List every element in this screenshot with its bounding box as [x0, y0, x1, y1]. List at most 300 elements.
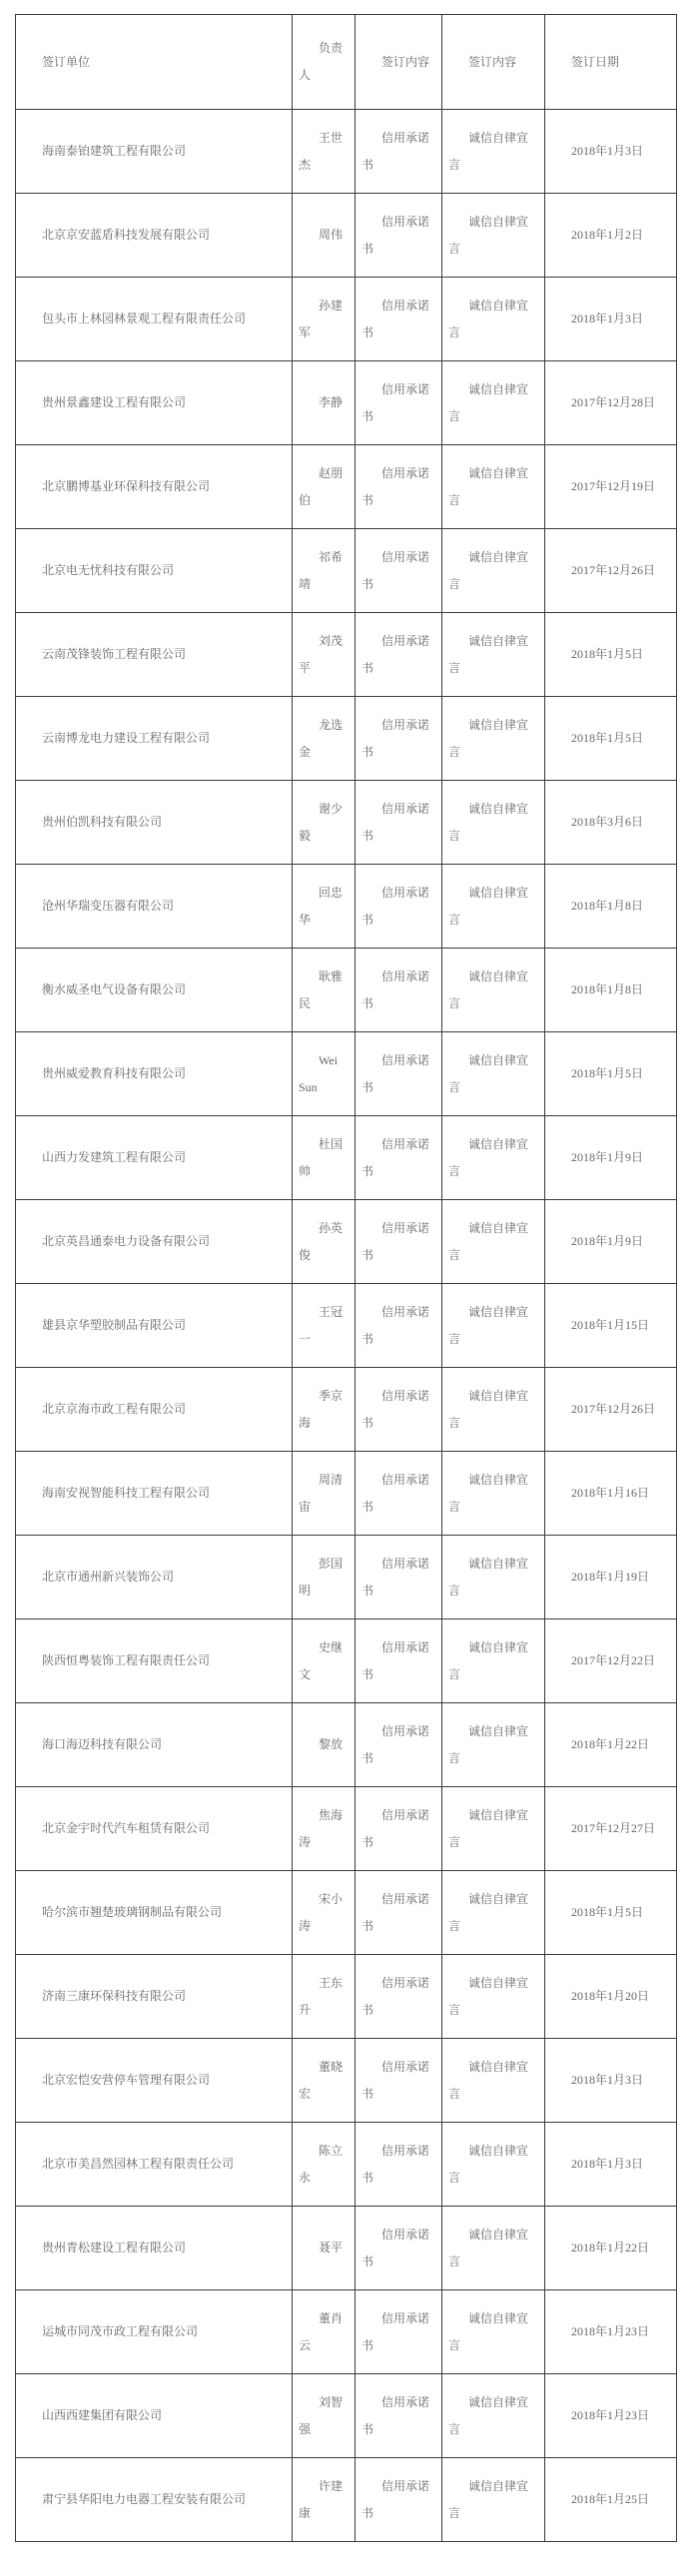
unit-text: 北京京海市政工程有限公司	[42, 1402, 187, 1416]
table-header-row	[16, 15, 677, 110]
date-text: 2018年1月3日	[571, 2157, 644, 2171]
content2-cell	[442, 613, 545, 697]
content1-cell	[355, 445, 442, 529]
content2-text: 诚信自律宣言	[448, 1891, 529, 1933]
content2-cell	[442, 2290, 545, 2374]
content2-cell	[442, 2458, 545, 2542]
date-text: 2018年1月9日	[571, 1150, 644, 1164]
unit-text: 北京电无忧科技有限公司	[42, 563, 175, 577]
unit-text: 海口海迈科技有限公司	[42, 1737, 163, 1751]
table-row	[16, 1452, 677, 1536]
content1-text: 信用承诺书	[361, 465, 430, 507]
content1-text: 信用承诺书	[361, 1136, 430, 1178]
content2-text: 诚信自律宣言	[448, 1052, 529, 1094]
person-cell	[293, 781, 355, 865]
table-row	[16, 2207, 677, 2290]
content2-cell	[442, 2039, 545, 2123]
content1-cell	[355, 1452, 442, 1536]
date-text: 2017年12月26日	[571, 563, 656, 577]
content1-text: 信用承诺书	[361, 633, 430, 675]
table-row	[16, 1032, 677, 1116]
content1-cell	[355, 1284, 442, 1368]
person-cell	[293, 110, 355, 194]
unit-text: 北京京安蓝盾科技发展有限公司	[42, 228, 211, 242]
table-row	[16, 529, 677, 613]
table-row	[16, 2290, 677, 2374]
date-cell	[545, 2123, 677, 2207]
content2-cell	[442, 445, 545, 529]
unit-cell	[16, 613, 293, 697]
content2-text: 诚信自律宣言	[448, 717, 529, 759]
table-row	[16, 949, 677, 1032]
date-cell	[545, 1787, 677, 1871]
unit-cell	[16, 781, 293, 865]
content1-cell	[355, 613, 442, 697]
date-text: 2018年1月8日	[571, 899, 644, 913]
unit-cell	[16, 1787, 293, 1871]
date-text: 2018年1月8日	[571, 982, 644, 996]
content2-cell	[442, 1452, 545, 1536]
date-text: 2017年12月19日	[571, 479, 656, 493]
unit-cell	[16, 1368, 293, 1452]
table-body	[16, 110, 677, 2542]
content2-text: 诚信自律宣言	[448, 2478, 529, 2520]
content2-cell	[442, 949, 545, 1032]
date-text: 2017年12月22日	[571, 1653, 656, 1667]
content1-cell	[355, 1955, 442, 2039]
date-text: 2018年1月15日	[571, 1318, 650, 1332]
date-cell	[545, 529, 677, 613]
unit-cell	[16, 110, 293, 194]
person-text: 杜国帅	[299, 1136, 344, 1178]
table-row	[16, 2123, 677, 2207]
content2-cell	[442, 865, 545, 949]
person-cell	[293, 1536, 355, 1619]
unit-text: 肃宁县华阳电力电器工程安装有限公司	[42, 2492, 247, 2506]
date-cell	[545, 110, 677, 194]
unit-cell	[16, 445, 293, 529]
person-cell	[293, 2290, 355, 2374]
date-cell	[545, 1955, 677, 2039]
date-text: 2018年1月22日	[571, 1737, 650, 1751]
table-row	[16, 1787, 677, 1871]
person-cell	[293, 445, 355, 529]
content2-cell	[442, 1368, 545, 1452]
date-cell	[545, 194, 677, 278]
content1-text: 信用承诺书	[361, 885, 430, 927]
person-text: 董肖云	[299, 2310, 344, 2352]
person-text: 季京海	[299, 1388, 344, 1430]
content1-text: 信用承诺书	[361, 2310, 430, 2352]
table-row	[16, 1116, 677, 1200]
content1-text: 信用承诺书	[361, 1304, 430, 1346]
person-cell	[293, 1955, 355, 2039]
content1-text: 信用承诺书	[361, 1723, 430, 1765]
person-text: 周伟	[319, 228, 344, 242]
unit-text: 衡水威圣电气设备有限公司	[42, 982, 187, 996]
column-header-content1-label: 签订内容	[381, 54, 430, 69]
unit-cell	[16, 2458, 293, 2542]
date-text: 2018年3月6日	[571, 815, 644, 829]
content2-cell	[442, 2123, 545, 2207]
content1-cell	[355, 1536, 442, 1619]
column-header-person	[293, 15, 355, 110]
date-cell	[545, 1284, 677, 1368]
table-row	[16, 1536, 677, 1619]
date-cell	[545, 781, 677, 865]
content2-cell	[442, 1619, 545, 1703]
person-cell	[293, 529, 355, 613]
content2-cell	[442, 1787, 545, 1871]
person-cell	[293, 2374, 355, 2458]
unit-text: 云南博龙电力建设工程有限公司	[42, 731, 211, 745]
content1-cell	[355, 1871, 442, 1955]
date-text: 2018年1月3日	[571, 312, 644, 325]
unit-text: 贵州伯凯科技有限公司	[42, 815, 163, 829]
person-cell	[293, 361, 355, 445]
signing-records-table	[15, 14, 677, 2542]
content1-cell	[355, 697, 442, 781]
person-text: 董晓宏	[299, 2059, 344, 2101]
content1-text: 信用承诺书	[361, 1472, 430, 1514]
date-cell	[545, 2290, 677, 2374]
person-text: 焦海涛	[299, 1807, 344, 1849]
table-row	[16, 445, 677, 529]
date-text: 2018年1月3日	[571, 2073, 644, 2087]
unit-text: 山西西建集团有限公司	[42, 2408, 163, 2422]
unit-cell	[16, 1284, 293, 1368]
column-header-unit	[16, 15, 293, 110]
date-cell	[545, 361, 677, 445]
table-row	[16, 865, 677, 949]
table-row	[16, 361, 677, 445]
content2-text: 诚信自律宣言	[448, 1639, 529, 1681]
person-text: 孙英俊	[299, 1220, 344, 1262]
date-text: 2018年1月20日	[571, 1989, 650, 2003]
unit-cell	[16, 1452, 293, 1536]
date-text: 2018年1月5日	[571, 1905, 644, 1919]
person-text: 刘智强	[299, 2394, 344, 2436]
date-text: 2017年12月27日	[571, 1821, 656, 1835]
content1-text: 信用承诺书	[361, 1556, 430, 1598]
content1-cell	[355, 865, 442, 949]
content1-text: 信用承诺书	[361, 1891, 430, 1933]
person-cell	[293, 1200, 355, 1284]
date-text: 2018年1月23日	[571, 2408, 650, 2422]
person-text: 谢少毅	[299, 801, 344, 843]
content2-cell	[442, 529, 545, 613]
unit-text: 沧州华瑞变压器有限公司	[42, 899, 175, 913]
person-text: 黎放	[319, 1737, 344, 1751]
unit-cell	[16, 194, 293, 278]
content2-cell	[442, 110, 545, 194]
content2-cell	[442, 2374, 545, 2458]
content2-text: 诚信自律宣言	[448, 801, 529, 843]
content1-cell	[355, 781, 442, 865]
unit-cell	[16, 949, 293, 1032]
content1-cell	[355, 2123, 442, 2207]
content2-cell	[442, 781, 545, 865]
person-text: 祁希靖	[299, 549, 344, 591]
content2-cell	[442, 1955, 545, 2039]
date-text: 2018年1月22日	[571, 2241, 650, 2254]
content1-text: 信用承诺书	[361, 1220, 430, 1262]
table-row	[16, 1368, 677, 1452]
person-text: 许建康	[299, 2478, 344, 2520]
person-cell	[293, 1452, 355, 1536]
person-cell	[293, 1787, 355, 1871]
content1-text: 信用承诺书	[361, 549, 430, 591]
content1-text: 信用承诺书	[361, 130, 430, 172]
date-cell	[545, 2374, 677, 2458]
table-row	[16, 194, 677, 278]
content2-text: 诚信自律宣言	[448, 298, 529, 339]
content1-text: 信用承诺书	[361, 381, 430, 423]
unit-text: 贵州威爱教育科技有限公司	[42, 1066, 187, 1080]
content1-cell	[355, 278, 442, 361]
unit-cell	[16, 1032, 293, 1116]
person-cell	[293, 1619, 355, 1703]
content2-cell	[442, 1116, 545, 1200]
unit-text: 哈尔滨市翘楚玻璃钢制品有限公司	[42, 1905, 223, 1919]
content1-text: 信用承诺书	[361, 2059, 430, 2101]
date-cell	[545, 1368, 677, 1452]
unit-cell	[16, 1871, 293, 1955]
content2-text: 诚信自律宣言	[448, 1388, 529, 1430]
content1-text: 信用承诺书	[361, 2394, 430, 2436]
content1-cell	[355, 110, 442, 194]
date-text: 2018年1月19日	[571, 1570, 650, 1584]
person-cell	[293, 949, 355, 1032]
unit-text: 陕西恒粤装饰工程有限责任公司	[42, 1653, 211, 1667]
content1-text: 信用承诺书	[361, 2478, 430, 2520]
unit-text: 运城市同茂市政工程有限公司	[42, 2324, 199, 2338]
content1-text: 信用承诺书	[361, 1639, 430, 1681]
content1-text: 信用承诺书	[361, 214, 430, 256]
date-text: 2018年1月25日	[571, 2492, 650, 2506]
date-cell	[545, 865, 677, 949]
person-cell	[293, 865, 355, 949]
content1-text: 信用承诺书	[361, 2227, 430, 2268]
content2-text: 诚信自律宣言	[448, 968, 529, 1010]
unit-cell	[16, 2207, 293, 2290]
date-cell	[545, 1619, 677, 1703]
content1-cell	[355, 1368, 442, 1452]
table-row	[16, 2458, 677, 2542]
content2-text: 诚信自律宣言	[448, 1723, 529, 1765]
date-cell	[545, 697, 677, 781]
content1-cell	[355, 2290, 442, 2374]
column-header-content1	[355, 15, 442, 110]
unit-text: 北京英昌通泰电力设备有限公司	[42, 1234, 211, 1248]
unit-cell	[16, 1703, 293, 1787]
content1-cell	[355, 1787, 442, 1871]
content2-text: 诚信自律宣言	[448, 1472, 529, 1514]
content1-text: 信用承诺书	[361, 801, 430, 843]
date-text: 2018年1月9日	[571, 1234, 644, 1248]
unit-text: 北京宏恺安营停车管理有限公司	[42, 2073, 211, 2087]
date-text: 2018年1月5日	[571, 731, 644, 745]
person-cell	[293, 2123, 355, 2207]
person-text: 周清宙	[299, 1472, 344, 1514]
person-text: 赵朋伯	[299, 465, 344, 507]
date-text: 2018年1月3日	[571, 144, 644, 158]
person-text: 陈立永	[299, 2143, 344, 2185]
content2-text: 诚信自律宣言	[448, 381, 529, 423]
unit-cell	[16, 2374, 293, 2458]
content1-text: 信用承诺书	[361, 1052, 430, 1094]
date-cell	[545, 613, 677, 697]
table-row	[16, 1703, 677, 1787]
unit-text: 山西力发建筑工程有限公司	[42, 1150, 187, 1164]
content2-text: 诚信自律宣言	[448, 1556, 529, 1598]
person-cell	[293, 1703, 355, 1787]
table-row	[16, 613, 677, 697]
column-header-unit-label: 签订单位	[42, 54, 91, 69]
content1-cell	[355, 361, 442, 445]
content1-cell	[355, 2039, 442, 2123]
unit-cell	[16, 1200, 293, 1284]
unit-text: 海南安视智能科技工程有限公司	[42, 1486, 211, 1500]
date-cell	[545, 1032, 677, 1116]
content1-text: 信用承诺书	[361, 2143, 430, 2185]
content2-text: 诚信自律宣言	[448, 465, 529, 507]
person-cell	[293, 613, 355, 697]
content2-text: 诚信自律宣言	[448, 2394, 529, 2436]
content1-cell	[355, 1032, 442, 1116]
person-cell	[293, 1871, 355, 1955]
unit-text: 贵州景鑫建设工程有限公司	[42, 395, 187, 409]
person-text: 王东升	[299, 1975, 344, 2017]
column-header-person-label: 负责人	[299, 41, 344, 82]
table-row	[16, 2374, 677, 2458]
content2-cell	[442, 1200, 545, 1284]
table-row	[16, 110, 677, 194]
unit-text: 海南泰铂建筑工程有限公司	[42, 144, 187, 158]
content1-cell	[355, 529, 442, 613]
date-text: 2018年1月16日	[571, 1486, 650, 1500]
content1-text: 信用承诺书	[361, 717, 430, 759]
table-row	[16, 697, 677, 781]
unit-cell	[16, 2290, 293, 2374]
person-text: 聂平	[319, 2241, 344, 2254]
content1-cell	[355, 194, 442, 278]
unit-text: 云南茂锋装饰工程有限公司	[42, 647, 187, 661]
unit-cell	[16, 278, 293, 361]
person-text: 王世杰	[299, 130, 344, 172]
content1-text: 信用承诺书	[361, 1807, 430, 1849]
unit-cell	[16, 2039, 293, 2123]
table-row	[16, 1619, 677, 1703]
table-row	[16, 2039, 677, 2123]
unit-cell	[16, 361, 293, 445]
content2-text: 诚信自律宣言	[448, 2143, 529, 2185]
date-text: 2018年1月5日	[571, 647, 644, 661]
content2-text: 诚信自律宣言	[448, 549, 529, 591]
person-cell	[293, 2039, 355, 2123]
content2-text: 诚信自律宣言	[448, 885, 529, 927]
date-cell	[545, 1200, 677, 1284]
date-cell	[545, 1452, 677, 1536]
content1-cell	[355, 2207, 442, 2290]
content2-text: 诚信自律宣言	[448, 1807, 529, 1849]
content1-cell	[355, 1619, 442, 1703]
unit-text: 雄县京华塑胶制品有限公司	[42, 1318, 187, 1332]
unit-text: 贵州青松建设工程有限公司	[42, 2241, 187, 2254]
unit-cell	[16, 2123, 293, 2207]
unit-cell	[16, 1116, 293, 1200]
date-cell	[545, 2207, 677, 2290]
unit-cell	[16, 1955, 293, 2039]
column-header-content2-label: 签订内容	[468, 54, 517, 69]
content2-cell	[442, 1536, 545, 1619]
content2-text: 诚信自律宣言	[448, 2227, 529, 2268]
unit-text: 北京市美昌然园林工程有限责任公司	[42, 2157, 235, 2171]
date-cell	[545, 445, 677, 529]
person-cell	[293, 2207, 355, 2290]
content1-text: 信用承诺书	[361, 968, 430, 1010]
unit-text: 济南三康环保科技有限公司	[42, 1989, 187, 2003]
unit-cell	[16, 529, 293, 613]
content2-text: 诚信自律宣言	[448, 130, 529, 172]
content2-cell	[442, 194, 545, 278]
table-row	[16, 1284, 677, 1368]
unit-cell	[16, 697, 293, 781]
table-row	[16, 1200, 677, 1284]
person-text: 彭国明	[299, 1556, 344, 1598]
content1-cell	[355, 1200, 442, 1284]
person-text: 龙选金	[299, 717, 344, 759]
person-text: Wei Sun	[299, 1052, 339, 1094]
person-cell	[293, 1284, 355, 1368]
person-cell	[293, 278, 355, 361]
unit-text: 北京金宇时代汽车租赁有限公司	[42, 1821, 211, 1835]
content1-text: 信用承诺书	[361, 1975, 430, 2017]
date-cell	[545, 1703, 677, 1787]
content2-cell	[442, 1871, 545, 1955]
unit-cell	[16, 1536, 293, 1619]
person-cell	[293, 194, 355, 278]
content2-cell	[442, 1703, 545, 1787]
date-text: 2017年12月26日	[571, 1402, 656, 1416]
date-cell	[545, 1536, 677, 1619]
date-cell	[545, 1871, 677, 1955]
unit-cell	[16, 865, 293, 949]
column-header-content2	[442, 15, 545, 110]
date-text: 2017年12月28日	[571, 395, 656, 409]
content1-cell	[355, 1116, 442, 1200]
table-row	[16, 1955, 677, 2039]
content2-cell	[442, 361, 545, 445]
person-text: 耿雅民	[299, 968, 344, 1010]
date-cell	[545, 1116, 677, 1200]
content1-text: 信用承诺书	[361, 1388, 430, 1430]
person-text: 孙建军	[299, 298, 344, 339]
content2-cell	[442, 2207, 545, 2290]
unit-text: 北京鹏博基业环保科技有限公司	[42, 479, 211, 493]
content2-text: 诚信自律宣言	[448, 1304, 529, 1346]
unit-text: 北京市通州新兴装饰公司	[42, 1570, 175, 1584]
content2-cell	[442, 1032, 545, 1116]
person-text: 史继文	[299, 1639, 344, 1681]
date-text: 2018年1月2日	[571, 228, 644, 242]
content2-text: 诚信自律宣言	[448, 1220, 529, 1262]
content2-text: 诚信自律宣言	[448, 1136, 529, 1178]
person-text: 李静	[319, 395, 344, 409]
content2-cell	[442, 278, 545, 361]
date-text: 2018年1月23日	[571, 2324, 650, 2338]
table-row	[16, 278, 677, 361]
